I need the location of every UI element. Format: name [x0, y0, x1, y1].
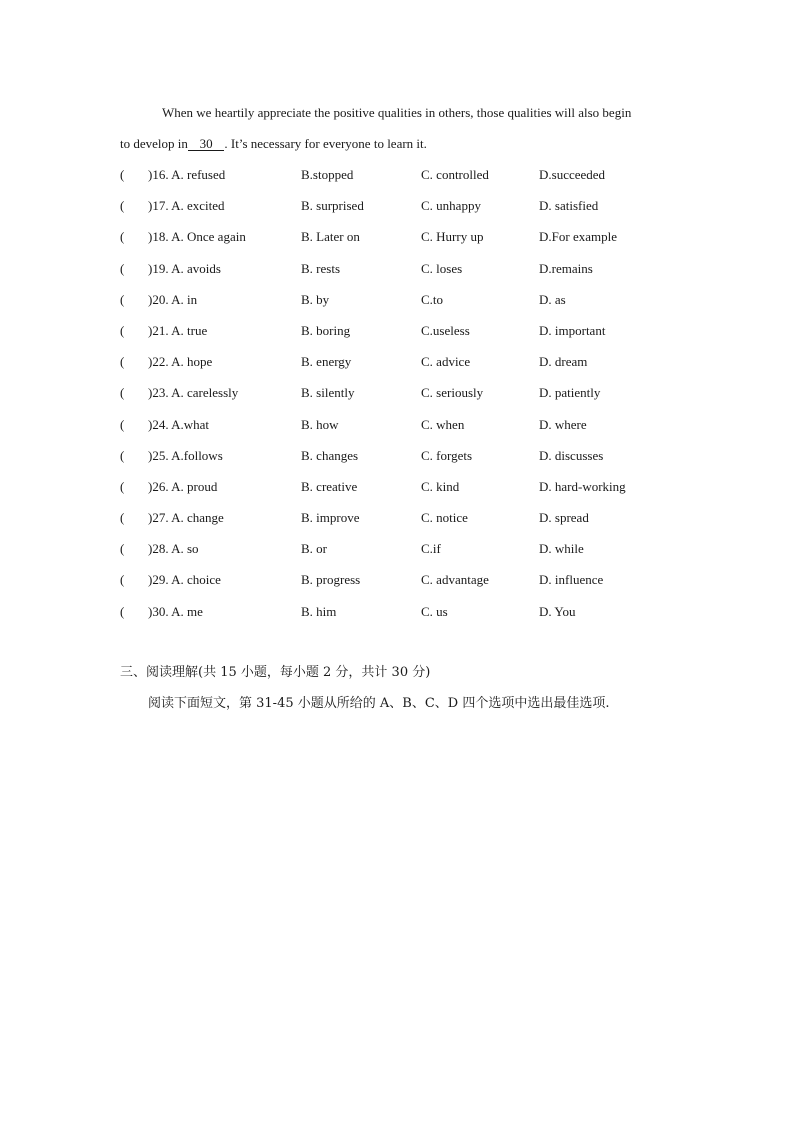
option-d: D. as [539, 291, 566, 307]
option-b: B. him [301, 603, 337, 619]
option-a: )22. A. hope [148, 354, 213, 370]
option-b: B. rests [301, 260, 340, 276]
option-a: )24. A.what [148, 416, 210, 432]
option-d: D. patiently [539, 385, 601, 401]
option-d: D. spread [539, 510, 589, 526]
answer-paren: ( [120, 478, 125, 494]
option-d: D. influence [539, 572, 604, 588]
option-b: B. changes [301, 447, 359, 463]
section-3-heading: 三、阅读理解(共 15 小题，每小题 2 分，共计 30 分) [120, 665, 431, 680]
question-row [120, 346, 720, 377]
option-a: )26. A. proud [148, 478, 218, 494]
option-a: )16. A. refused [148, 167, 226, 182]
question-row [120, 190, 720, 221]
option-c: C. us [421, 603, 448, 619]
answer-paren: ( [120, 447, 125, 463]
option-c: C. advantage [421, 572, 489, 588]
option-c: C. controlled [421, 167, 489, 182]
option-b: B. Later on [301, 229, 360, 245]
option-d: D. You [539, 603, 576, 619]
option-b: B. silently [301, 385, 355, 401]
option-a: )23. A. carelessly [148, 385, 239, 401]
option-b: B.stopped [301, 167, 354, 182]
answer-paren: ( [120, 385, 125, 401]
option-b: B. energy [301, 354, 352, 370]
question-row [120, 159, 720, 190]
option-c: C. kind [421, 478, 460, 494]
answer-paren: ( [120, 322, 125, 338]
passage-line-2-before: to develop in [120, 136, 188, 151]
passage-line-1-text: When we heartily appreciate the positive qualities in others, those qualities will also begin [162, 105, 632, 120]
answer-paren: ( [120, 541, 125, 557]
option-a: )18. A. Once again [148, 229, 246, 245]
option-c: C. notice [421, 510, 468, 526]
question-row [120, 596, 720, 627]
option-c: C. unhappy [421, 198, 481, 214]
option-a: )19. A. avoids [148, 260, 221, 276]
option-b: B. surprised [301, 198, 364, 214]
option-a: )28. A. so [148, 541, 199, 557]
option-b: B. improve [301, 510, 360, 526]
option-a: )30. A. me [148, 603, 203, 619]
option-a: )20. A. in [148, 291, 198, 307]
option-b: B. boring [301, 322, 351, 338]
question-row [120, 533, 720, 564]
option-b: B. creative [301, 478, 358, 494]
section-3-instruction: 阅读下面短文，第 31-45 小题从所给的 A、B、C、D 四个选项中选出最佳选项. [148, 696, 610, 711]
answer-paren: ( [120, 416, 125, 432]
question-row [120, 377, 720, 408]
answer-paren: ( [120, 198, 125, 214]
option-d: D.succeeded [539, 167, 606, 182]
passage-line-2 [120, 128, 680, 159]
question-row [120, 409, 720, 440]
option-b: B. or [301, 541, 327, 557]
blank-number: 30 [199, 136, 213, 151]
option-d: D. dream [539, 354, 588, 370]
option-a: )29. A. choice [148, 572, 221, 588]
option-d: D. important [539, 322, 606, 338]
blank-30 [188, 137, 225, 151]
option-c: C.if [421, 541, 441, 557]
option-d: D. discusses [539, 447, 604, 463]
option-c: C. advice [421, 354, 471, 370]
question-row [120, 221, 720, 252]
answer-paren: ( [120, 229, 125, 245]
option-c: C.useless [421, 322, 470, 338]
option-a: )17. A. excited [148, 198, 225, 214]
option-c: C.to [421, 291, 444, 307]
option-a: )25. A.follows [148, 447, 223, 463]
passage-line-2-after: . It’s necessary for everyone to learn it. [224, 136, 427, 151]
option-d: D. hard-working [539, 478, 626, 494]
option-c: C. when [421, 416, 465, 432]
option-b: B. progress [301, 572, 361, 588]
question-row [120, 502, 720, 533]
question-row [120, 440, 720, 471]
question-row [120, 284, 720, 315]
answer-paren: ( [120, 167, 125, 182]
answer-paren: ( [120, 354, 125, 370]
option-b: B. how [301, 416, 339, 432]
option-c: C. forgets [421, 447, 473, 463]
passage-paragraph [120, 97, 680, 159]
answer-paren: ( [120, 603, 125, 619]
option-d: D.remains [539, 260, 593, 276]
passage-line-1 [120, 97, 680, 128]
answer-paren: ( [120, 260, 125, 276]
option-c: C. seriously [421, 385, 484, 401]
option-a: )27. A. change [148, 510, 224, 526]
cloze-question-list [120, 159, 720, 627]
option-b: B. by [301, 291, 330, 307]
question-row [120, 564, 720, 595]
answer-paren: ( [120, 510, 125, 526]
question-row [120, 471, 720, 502]
option-c: C. Hurry up [421, 229, 484, 245]
option-d: D. satisfied [539, 198, 599, 214]
question-row [120, 253, 720, 284]
option-c: C. loses [421, 260, 463, 276]
answer-paren: ( [120, 572, 125, 588]
option-a: )21. A. true [148, 322, 208, 338]
option-d: D. while [539, 541, 584, 557]
option-d: D.For example [539, 229, 617, 245]
answer-paren: ( [120, 291, 125, 307]
option-d: D. where [539, 416, 587, 432]
question-row [120, 315, 720, 346]
